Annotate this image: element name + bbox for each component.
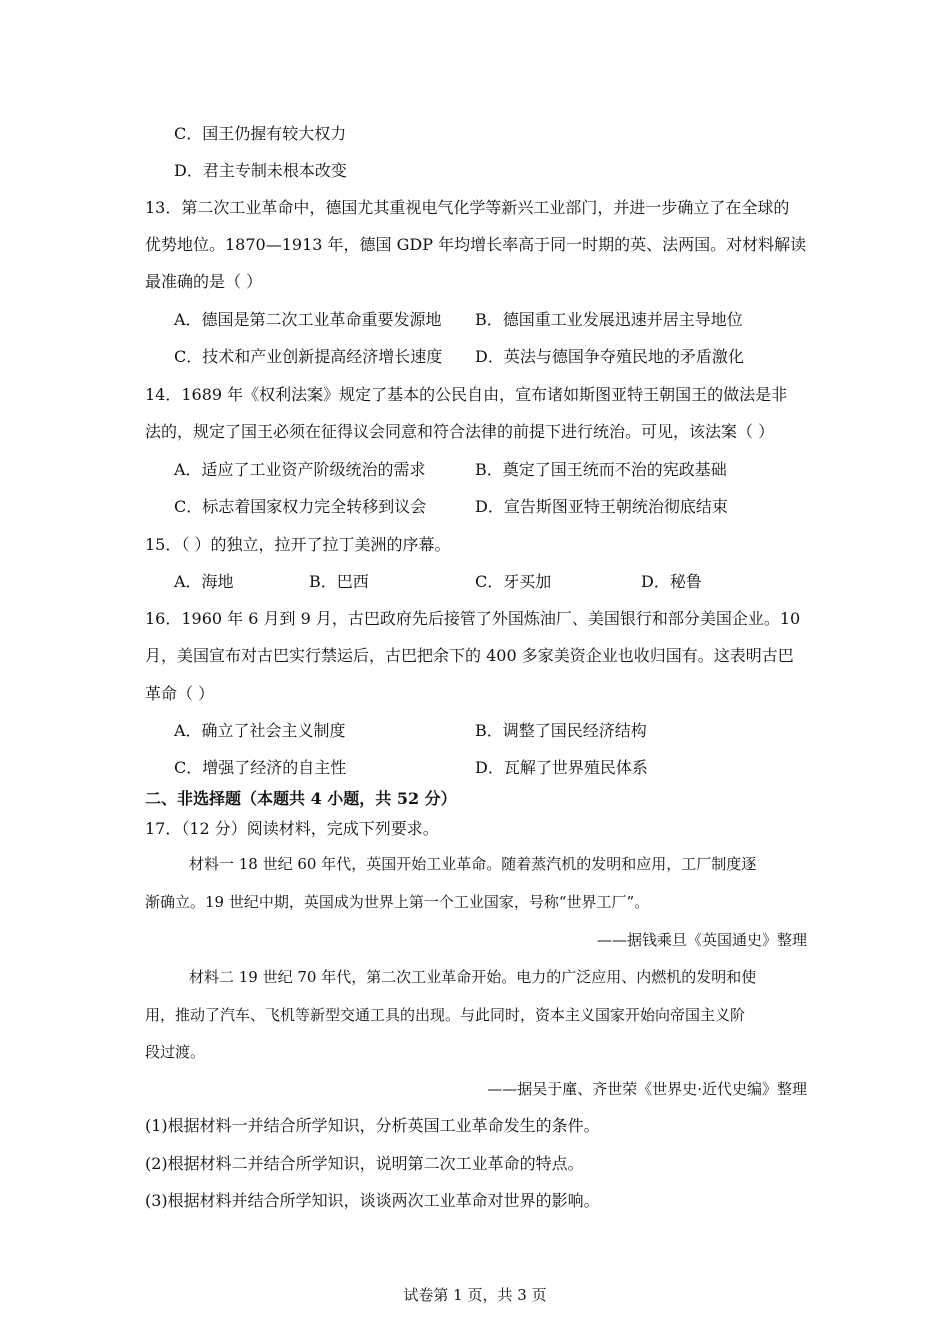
q14-stem-line2: 法的，规定了国王必须在征得议会同意和符合法律的前提下进行统治。可见，该法案（ ） [145, 422, 775, 441]
q17-requirement-3: (3)根据材料并结合所学知识，谈谈两次工业革命对世界的影响。 [145, 1191, 600, 1210]
q13-option-d: D．英法与德国争夺殖民地的矛盾激化 [475, 347, 744, 366]
q13-stem-line2: 优势地位。1870—1913 年，德国 GDP 年均增长率高于同一时期的英、法两国。对材料解读 [145, 235, 807, 254]
q13-stem-line1: 13．第二次工业革命中，德国尤其重视电气化学等新兴工业部门，并进一步确立了在全球的 [145, 198, 790, 217]
q17-material2-source: ——据吴于廑、齐世荣《世界史·近代史编》整理 [487, 1080, 807, 1098]
q16-stem-line1: 16．1960 年 6 月到 9 月，古巴政府先后接管了外国炼油厂、美国银行和部分美国企业。10 [145, 609, 801, 628]
q14-stem-line1: 14．1689 年《权利法案》规定了基本的公民自由，宣布诸如斯图亚特王朝国王的做法是非 [145, 385, 788, 404]
q17-material1-source: ——据钱乘旦《英国通史》整理 [596, 931, 807, 949]
q16-option-d: D．瓦解了世界殖民体系 [475, 758, 648, 777]
q15-option-c: C．牙买加 [475, 572, 552, 591]
q13-option-a: A．德国是第二次工业革命重要发源地 [174, 310, 442, 329]
q15-option-b: B．巴西 [309, 572, 369, 591]
q13-option-b: B．德国重工业发展迅速并居主导地位 [475, 310, 743, 329]
q17-material2-line1: 材料二 19 世纪 70 年代，第二次工业革命开始。电力的广泛应用、内燃机的发明和使 [189, 968, 757, 986]
page-footer: 试卷第 1 页，共 3 页 [403, 1286, 547, 1304]
q14-option-a: A．适应了工业资产阶级统治的需求 [174, 460, 426, 479]
q16-stem-line3: 革命（ ） [145, 684, 215, 703]
q13-option-c: C．技术和产业创新提高经济增长速度 [174, 347, 443, 366]
q16-stem-line2: 月，美国宣布对古巴实行禁运后，古巴把余下的 400 多家美资企业也收归国有。这表明古巴 [145, 646, 794, 665]
q17-material1-line2: 渐确立。19 世纪中期，英国成为世界上第一个工业国家，号称“世界工厂”。 [145, 893, 650, 911]
q16-option-c: C．增强了经济的自主性 [174, 758, 347, 777]
q16-option-b: B．调整了国民经济结构 [475, 721, 647, 740]
q12-option-d: D．君主专制未根本改变 [174, 161, 347, 180]
q17-material1-line1: 材料一 18 世纪 60 年代，英国开始工业革命。随着蒸汽机的发明和应用，工厂制度逐 [189, 855, 757, 873]
q14-option-c: C．标志着国家权力完全转移到议会 [174, 497, 427, 516]
q12-option-c: C．国王仍握有较大权力 [174, 124, 347, 143]
q17-requirement-1: (1)根据材料一并结合所学知识，分析英国工业革命发生的条件。 [145, 1116, 600, 1135]
q16-option-a: A．确立了社会主义制度 [174, 721, 346, 740]
q15-stem-line1: 15．（ ）的独立，拉开了拉丁美洲的序幕。 [145, 535, 451, 554]
q17-intro: 17．（12 分）阅读材料，完成下列要求。 [145, 819, 439, 838]
q13-stem-line3: 最准确的是（ ） [145, 272, 263, 291]
q14-option-b: B．奠定了国王统而不治的宪政基础 [475, 460, 727, 479]
q15-option-d: D．秘鲁 [641, 572, 702, 591]
q14-option-d: D．宣告斯图亚特王朝统治彻底结束 [475, 497, 728, 516]
section2-heading: 二、非选择题（本题共 4 小题，共 52 分） [145, 789, 457, 808]
q17-material2-line2: 用，推动了汽车、飞机等新型交通工具的出现。与此同时，资本主义国家开始向帝国主义阶 [145, 1006, 746, 1024]
q17-requirement-2: (2)根据材料二并结合所学知识，说明第二次工业革命的特点。 [145, 1154, 584, 1173]
q15-option-a: A．海地 [174, 572, 234, 591]
q17-material2-line3: 段过渡。 [145, 1043, 206, 1061]
